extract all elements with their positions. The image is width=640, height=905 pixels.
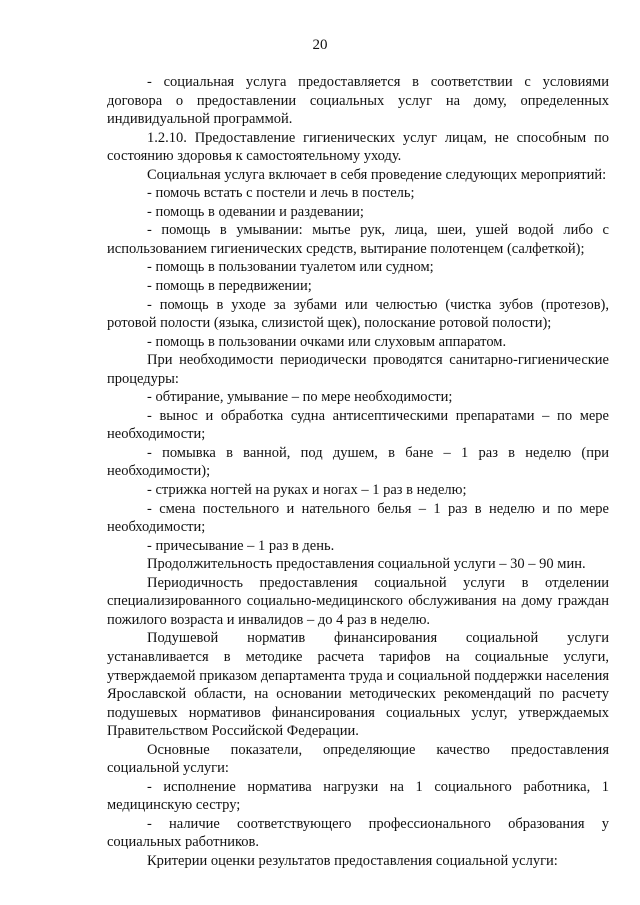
- list-item: - помочь встать с постели и лечь в постель;: [147, 185, 415, 202]
- list-item: - смена постельного и нательного белья – 1 раз в неделю и по мере необходимости;: [107, 500, 609, 536]
- paragraph: 1.2.10. Предоставление гигиенических услуг лицам, не способным по состоянию здоровья к самостоятельному уходу.: [107, 129, 609, 165]
- list-item: - помощь в передвижении;: [147, 278, 312, 295]
- list-item: - стрижка ногтей на руках и ногах – 1 раз в неделю;: [147, 482, 467, 499]
- paragraph: Периодичность предоставления социальной услуги в отделении специализированного социально-медицинского обслуживания на дому граждан пожилого возраста и инвалидов – до 4 раз в неделю.: [107, 574, 609, 628]
- document-body: [107, 73, 609, 871]
- list-item: - помощь в пользовании очками или слуховым аппаратом.: [147, 333, 507, 350]
- list-item: - помывка в ванной, под душем, в бане – 1 раз в неделю (при необходимости);: [107, 444, 609, 480]
- paragraph: Критерии оценки результатов предоставления социальной услуги:: [147, 852, 558, 869]
- paragraph: Социальная услуга включает в себя проведение следующих мероприятий:: [147, 166, 607, 183]
- list-item: - помощь в уходе за зубами или челюстью (чистка зубов (протезов), ротовой полости (языка, слизистой щек), полоскание ротовой полости);: [107, 296, 609, 332]
- list-item: - обтирание, умывание – по мере необходимости;: [147, 389, 453, 406]
- paragraph: При необходимости периодически проводятся санитарно-гигиенические процедуры:: [107, 352, 609, 387]
- list-item: - наличие соответствующего профессионального образования у социальных работников.: [107, 815, 609, 851]
- list-item: - помощь в одевании и раздевании;: [147, 203, 364, 220]
- list-item: - вынос и обработка судна антисептическими препаратами – по мере необходимости;: [107, 407, 609, 443]
- list-item: - помощь в умывании: мытье рук, лица, шеи, ушей водой либо с использованием гигиенических средств, вытирание полотенцем (салфеткой);: [107, 222, 609, 257]
- paragraph: Продолжительность предоставления социальной услуги – 30 – 90 мин.: [147, 556, 586, 573]
- list-item: - помощь в пользовании туалетом или судном;: [147, 259, 434, 276]
- list-item: - причесывание – 1 раз в день.: [147, 537, 335, 554]
- list-item: - исполнение норматива нагрузки на 1 социального работника, 1 медицинскую сестру;: [107, 778, 609, 814]
- paragraph: Основные показатели, определяющие качество предоставления социальной услуги:: [107, 741, 609, 777]
- page-number: 20: [312, 37, 328, 53]
- paragraph: Подушевой норматив финансирования социальной услуги устанавливается в методике расчета тарифов на социальные услуги, утверждаемой приказом департамента труда и социальной поддержки населения Ярославской области, на основании методических рекомендаций по расчету подушевых нормативов финансирования социальных услуг, утверждаемых Правительством Российской Федерации.: [107, 630, 609, 740]
- paragraph: - социальная услуга предоставляется в соответствии с условиями договора о предоставлении социальных услуг на дому, определенных индивидуальной программой.: [107, 74, 609, 128]
